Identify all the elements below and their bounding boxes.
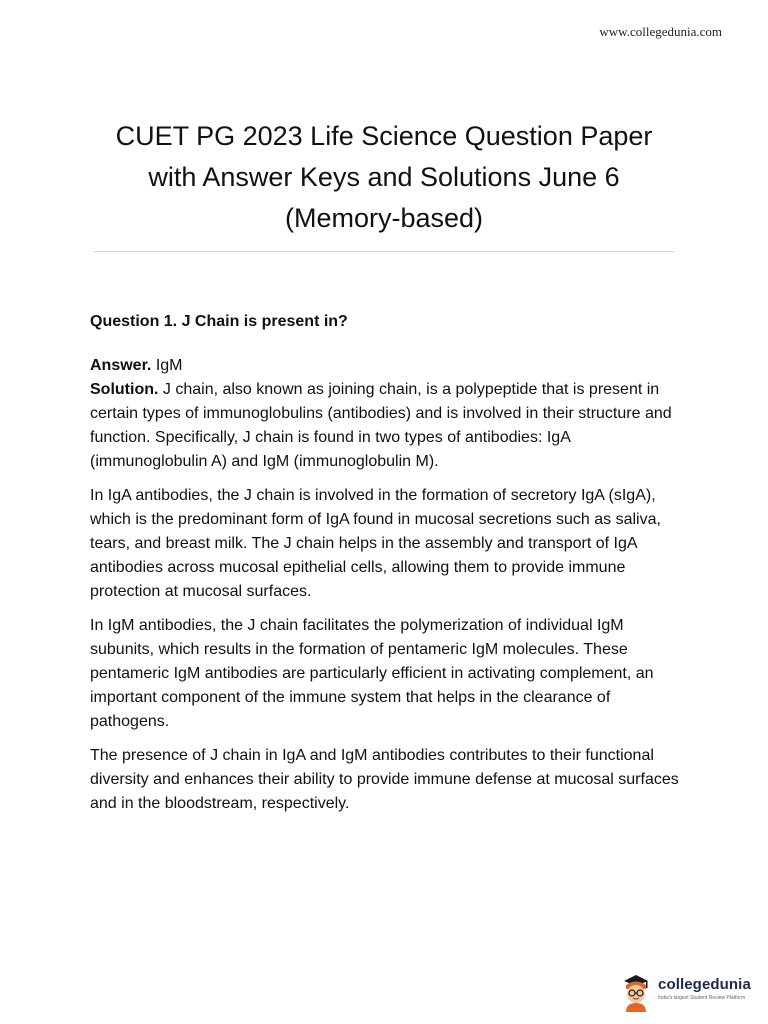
title-line-3: (Memory-based) — [284, 203, 484, 233]
site-url[interactable]: www.collegedunia.com — [599, 24, 722, 39]
solution-label: Solution. — [90, 381, 159, 398]
solution-paragraph — [90, 378, 686, 474]
answer-line — [90, 354, 686, 378]
page-title — [60, 116, 708, 239]
explanation-paragraph-iga: In IgA antibodies, the J chain is involved in the formation of secretory IgA (sIgA), which is the predominant form of IgA found in mucosal secretions such as saliva, tears, and breast milk. The J chain helps in the assembly and transport of IgA antibodies across mucosal epithelial cells, allowing them to provide immune protection at mucosal surfaces. — [90, 487, 661, 600]
mascot-icon — [618, 972, 654, 1012]
question-block — [90, 310, 686, 826]
explanation-paragraph-summary: The presence of J chain in IgA and IgM antibodies contributes to their functional diversity and enhances their ability to provide immune defense at mucosal surfaces and in the bloodstream, respectively. — [90, 747, 679, 812]
question-text: Question 1. J Chain is present in? — [90, 313, 348, 330]
logo-tagline: India's largest Student Review Platform — [658, 995, 746, 1001]
title-divider — [94, 251, 674, 252]
title-line-2: with Answer Keys and Solutions June 6 — [148, 162, 620, 192]
solution-text: J chain, also known as joining chain, is a polypeptide that is present in certain types of immunoglobulins (antibodies) and is involved in their structure and function. Specifically, J chain is found in two types of antibodies: IgA (immunoglobulin A) and IgM (immunoglobulin M). — [90, 381, 672, 470]
explanation-paragraph-igm: In IgM antibodies, the J chain facilitates the polymerization of individual IgM subunits, which results in the formation of pentameric IgM molecules. These pentameric IgM antibodies are particularly efficient in activating complement, an important component of the immune system that helps in the clearance of pathogens. — [90, 617, 654, 730]
answer-value: IgM — [155, 357, 183, 374]
logo-name: collegedunia — [658, 976, 751, 993]
title-line-1: CUET PG 2023 Life Science Question Paper — [115, 121, 653, 151]
answer-label: Answer. — [90, 357, 152, 374]
collegedunia-logo[interactable] — [618, 966, 758, 1014]
